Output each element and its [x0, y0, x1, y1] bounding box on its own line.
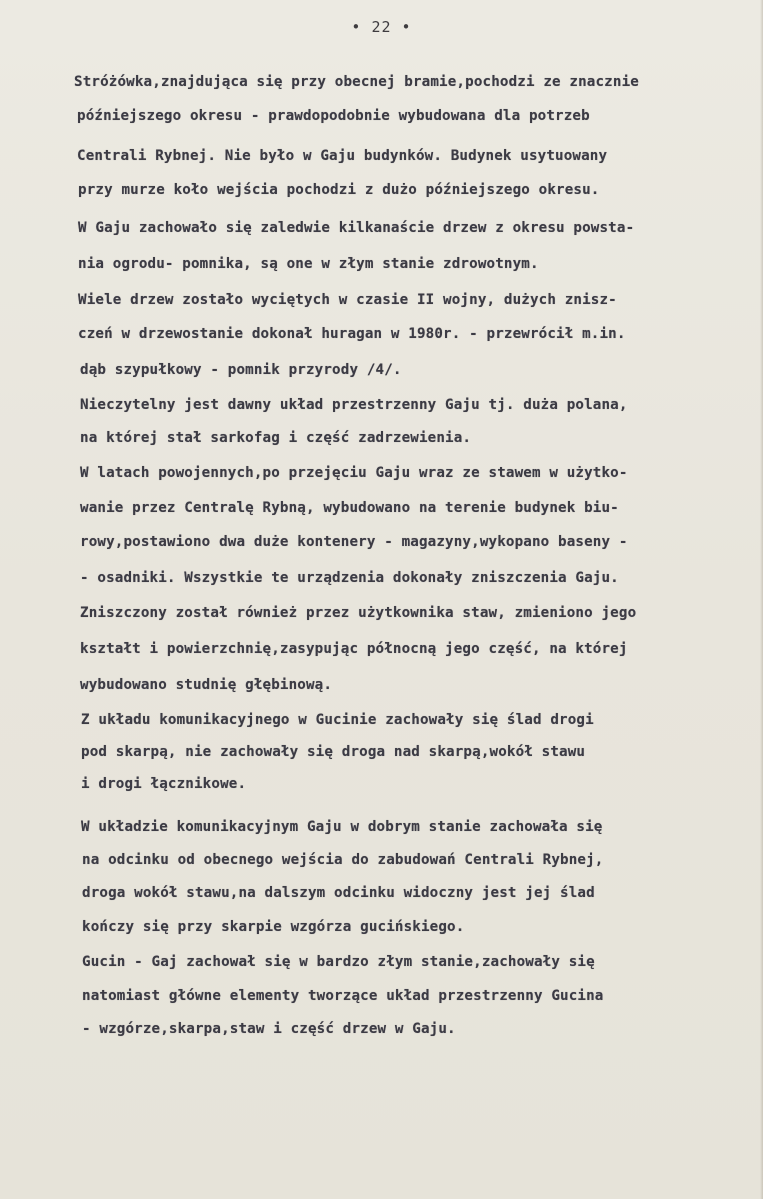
text-line: Wiele drzew zostało wyciętych w czasie II wojny, dużych znisz-	[78, 292, 617, 308]
text-line: kształt i powierzchnię,zasypując północną jego część, na której	[80, 641, 628, 657]
text-line: pod skarpą, nie zachowały się droga nad skarpą,wokół stawu	[81, 744, 586, 760]
text-line: przy murze koło wejścia pochodzi z dużo późniejszego okresu.	[78, 182, 600, 198]
text-line: dąb szypułkowy - pomnik przyrody /4/.	[80, 362, 402, 378]
text-line: - osadniki. Wszystkie te urządzenia dokonały zniszczenia Gaju.	[80, 570, 619, 586]
page-number: • 22 •	[351, 18, 412, 36]
text-line: W układzie komunikacyjnym Gaju w dobrym stanie zachowała się	[81, 819, 603, 835]
text-line: wanie przez Centralę Rybną, wybudowano na terenie budynek biu-	[80, 500, 619, 516]
text-line: kończy się przy skarpie wzgórza gucińskiego.	[82, 919, 465, 935]
text-line: rowy,postawiono dwa duże kontenery - magazyny,wykopano baseny -	[80, 534, 628, 550]
text-line: natomiast główne elementy tworzące układ przestrzenny Gucina	[82, 988, 604, 1004]
text-line: późniejszego okresu - prawdopodobnie wybudowana dla potrzeb	[77, 108, 590, 124]
text-line: Stróżówka,znajdująca się przy obecnej bramie,pochodzi ze znacznie	[74, 74, 639, 90]
text-line: nia ogrodu- pomnika, są one w złym stanie zdrowotnym.	[78, 256, 539, 272]
text-line: W latach powojennych,po przejęciu Gaju wraz ze stawem w użytko-	[80, 465, 628, 481]
text-line: Gucin - Gaj zachował się w bardzo złym stanie,zachowały się	[82, 954, 595, 970]
text-line: czeń w drzewostanie dokonał huragan w 1980r. - przewrócił m.in.	[78, 326, 626, 342]
text-line: na odcinku od obecnego wejścia do zabudowań Centrali Rybnej,	[82, 852, 604, 868]
text-line: Zniszczony został również przez użytkownika staw, zmieniono jego	[80, 605, 637, 621]
text-line: - wzgórze,skarpa,staw i część drzew w Gaju.	[82, 1021, 456, 1037]
text-line: na której stał sarkofag i część zadrzewienia.	[80, 430, 472, 446]
text-line: W Gaju zachowało się zaledwie kilkanaście drzew z okresu powsta-	[78, 220, 635, 236]
text-line: i drogi łącznikowe.	[81, 776, 247, 792]
text-line: Centrali Rybnej. Nie było w Gaju budynków. Budynek usytuowany	[77, 148, 608, 164]
text-line: droga wokół stawu,na dalszym odcinku widoczny jest jej ślad	[82, 885, 595, 901]
text-line: Z układu komunikacyjnego w Gucinie zachowały się ślad drogi	[81, 712, 594, 728]
text-line: Nieczytelny jest dawny układ przestrzenny Gaju tj. duża polana,	[80, 397, 628, 413]
text-line: wybudowano studnię głębinową.	[80, 677, 333, 693]
